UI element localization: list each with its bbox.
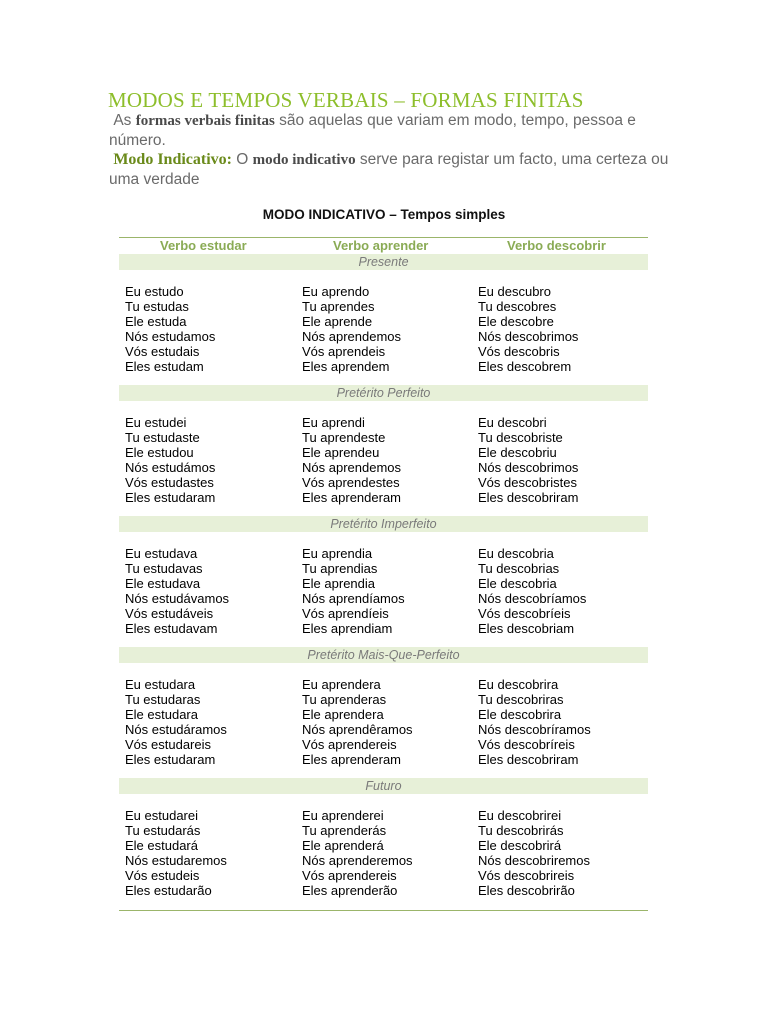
intro-pre: As: [113, 112, 136, 129]
conjugation-form: Eles descobriram: [478, 490, 579, 505]
conjugation-form: Eles estudaram: [125, 490, 216, 505]
column-header-descobrir: Verbo descobrir: [507, 238, 606, 253]
conjugation-form: Tu aprenderás: [302, 823, 387, 838]
intro-paragraph: [109, 111, 669, 150]
conjugation-form: Eu descobrirei: [478, 808, 562, 823]
tense-band: Pretérito Mais-Que-Perfeito: [119, 647, 648, 663]
conjugation-column-descobrir: [478, 808, 590, 898]
conjugation-form: Tu aprendias: [302, 561, 378, 576]
conjugation-column-aprender: [302, 546, 405, 636]
conjugation-form: Eu aprendia: [302, 546, 373, 561]
conjugation-form: Tu descobriras: [478, 692, 564, 707]
conjugation-form: Eles descobrirão: [478, 883, 575, 898]
conjugation-form: Eles descobriram: [478, 752, 579, 767]
conjugation-form: Vós descobristes: [478, 475, 577, 490]
intro-term: formas verbais finitas: [135, 113, 275, 129]
conjugation-form: Nós descobriremos: [478, 853, 590, 868]
conjugation-column-descobrir: [478, 546, 586, 636]
conjugation-form: Ele aprendia: [302, 576, 375, 591]
column-header-aprender: Verbo aprender: [333, 238, 429, 253]
conjugation-form: Tu aprendeste: [302, 430, 386, 445]
tense-band: Pretérito Perfeito: [119, 385, 648, 401]
conjugation-form: Eu estudara: [125, 677, 196, 692]
conjugation-form: Nós estudámos: [125, 460, 216, 475]
conjugation-form: Ele estudou: [125, 445, 194, 460]
conjugation-form: Nós estudaremos: [125, 853, 227, 868]
conjugation-column-estudar: [125, 284, 215, 374]
page-heading: MODOS E TEMPOS VERBAIS – FORMAS FINITAS: [108, 88, 584, 112]
modo-indicativo-label: Modo Indicativo:: [113, 151, 232, 168]
conjugation-form: Vós descobríeis: [478, 606, 571, 621]
conjugation-form: Ele aprendera: [302, 707, 384, 722]
modo-pre: O: [231, 151, 253, 168]
tense-band: Futuro: [119, 778, 648, 794]
conjugation-column-aprender: [302, 284, 401, 374]
conjugation-column-descobrir: [478, 284, 578, 374]
conjugation-form: Vós descobríreis: [478, 737, 575, 752]
conjugation-form: Eu descubro: [478, 284, 551, 299]
conjugation-form: Vós estudastes: [125, 475, 214, 490]
conjugation-form: Eu estudarei: [125, 808, 198, 823]
tense-band: Presente: [119, 254, 648, 270]
conjugation-form: Ele descobrirá: [478, 838, 562, 853]
conjugation-form: Vós descobris: [478, 344, 560, 359]
conjugation-form: Tu descobrias: [478, 561, 560, 576]
table-bottom-rule: [119, 910, 648, 911]
conjugation-form: Eu descobri: [478, 415, 547, 430]
conjugation-form: Eu aprendo: [302, 284, 370, 299]
conjugation-column-aprender: [302, 415, 401, 505]
conjugation-form: Nós descobrimos: [478, 460, 579, 475]
conjugation-column-descobrir: [478, 677, 591, 767]
modo-indicativo-paragraph: [109, 150, 669, 189]
tense-band: Pretérito Imperfeito: [119, 516, 648, 532]
conjugation-form: Ele descobriu: [478, 445, 557, 460]
conjugation-form: Vós aprendereis: [302, 868, 397, 883]
conjugation-form: Eles aprenderam: [302, 490, 401, 505]
column-header-estudar: Verbo estudar: [160, 238, 247, 253]
modo-term: modo indicativo: [252, 152, 356, 168]
conjugation-form: Eu aprendera: [302, 677, 381, 692]
conjugation-form: Eu estudo: [125, 284, 184, 299]
conjugation-form: Eles aprendem: [302, 359, 390, 374]
conjugation-form: Eles estudarão: [125, 883, 212, 898]
conjugation-form: Eles descobrem: [478, 359, 572, 374]
conjugation-form: Nós estudáramos: [125, 722, 227, 737]
conjugation-form: Eu descobria: [478, 546, 554, 561]
conjugation-form: Tu estudaras: [125, 692, 201, 707]
conjugation-form: Ele estudava: [125, 576, 201, 591]
conjugation-form: Eles estudam: [125, 359, 204, 374]
table-title: [0, 207, 768, 222]
conjugation-form: Ele descobre: [478, 314, 554, 329]
conjugation-form: Tu estudarás: [125, 823, 201, 838]
conjugation-form: Nós aprendemos: [302, 329, 401, 344]
conjugation-column-aprender: [302, 808, 413, 898]
table-title-text: MODO INDICATIVO – Tempos simples: [262, 207, 506, 222]
conjugation-form: Vós estudareis: [125, 737, 211, 752]
conjugation-form: Nós descobrimos: [478, 329, 579, 344]
modo-post: serve para registar um facto, uma certeza ou uma verdade: [109, 151, 669, 188]
conjugation-form: Vós aprendeis: [302, 344, 386, 359]
conjugation-form: Tu aprenderas: [302, 692, 387, 707]
conjugation-form: Vós estudeis: [125, 868, 200, 883]
conjugation-form: Nós aprenderemos: [302, 853, 413, 868]
conjugation-form: Vós aprendíeis: [302, 606, 389, 621]
conjugation-form: Nós estudávamos: [125, 591, 230, 606]
conjugation-form: Tu aprendes: [302, 299, 375, 314]
conjugation-form: Ele aprendeu: [302, 445, 380, 460]
conjugation-column-descobrir: [478, 415, 578, 505]
conjugation-form: Vós estudais: [125, 344, 200, 359]
conjugation-form: Eles aprendiam: [302, 621, 393, 636]
conjugation-form: Nós aprendemos: [302, 460, 401, 475]
conjugation-form: Eu descobrira: [478, 677, 559, 692]
conjugation-form: Eles aprenderão: [302, 883, 398, 898]
conjugation-form: Tu estudas: [125, 299, 189, 314]
conjugation-column-estudar: [125, 546, 229, 636]
conjugation-form: Eles estudaram: [125, 752, 216, 767]
conjugation-form: Tu descobres: [478, 299, 557, 314]
conjugation-column-estudar: [125, 677, 227, 767]
conjugation-form: Nós aprendêramos: [302, 722, 413, 737]
intro-post: são aquelas que variam em modo, tempo, pessoa e número.: [109, 112, 636, 149]
conjugation-form: Nós estudamos: [125, 329, 216, 344]
conjugation-form: Nós descobríamos: [478, 591, 587, 606]
conjugation-form: Eu aprendi: [302, 415, 365, 430]
conjugation-form: Tu estudaste: [125, 430, 200, 445]
conjugation-column-estudar: [125, 415, 215, 505]
conjugation-form: Eu estudei: [125, 415, 187, 430]
conjugation-form: Ele estuda: [125, 314, 187, 329]
conjugation-form: Eles aprenderam: [302, 752, 401, 767]
conjugation-form: Vós aprendereis: [302, 737, 397, 752]
conjugation-column-estudar: [125, 808, 227, 898]
conjugation-form: Vós estudáveis: [125, 606, 214, 621]
conjugation-form: Eu estudava: [125, 546, 198, 561]
conjugation-form: Vós aprendestes: [302, 475, 400, 490]
conjugation-form: Ele descobrira: [478, 707, 562, 722]
conjugation-form: Nós descobríramos: [478, 722, 591, 737]
conjugation-form: Vós descobrireis: [478, 868, 575, 883]
conjugation-form: Ele estudará: [125, 838, 198, 853]
conjugation-form: Eu aprenderei: [302, 808, 384, 823]
conjugation-column-aprender: [302, 677, 413, 767]
conjugation-form: Ele aprende: [302, 314, 373, 329]
conjugation-form: Eles estudavam: [125, 621, 218, 636]
conjugation-form: Tu estudavas: [125, 561, 203, 576]
conjugation-form: Eles descobriam: [478, 621, 575, 636]
conjugation-form: Tu descobriste: [478, 430, 563, 445]
conjugation-form: Ele estudara: [125, 707, 198, 722]
conjugation-form: Tu descobrirás: [478, 823, 564, 838]
conjugation-form: Ele aprenderá: [302, 838, 384, 853]
conjugation-form: Ele descobria: [478, 576, 557, 591]
conjugation-form: Nós aprendíamos: [302, 591, 405, 606]
